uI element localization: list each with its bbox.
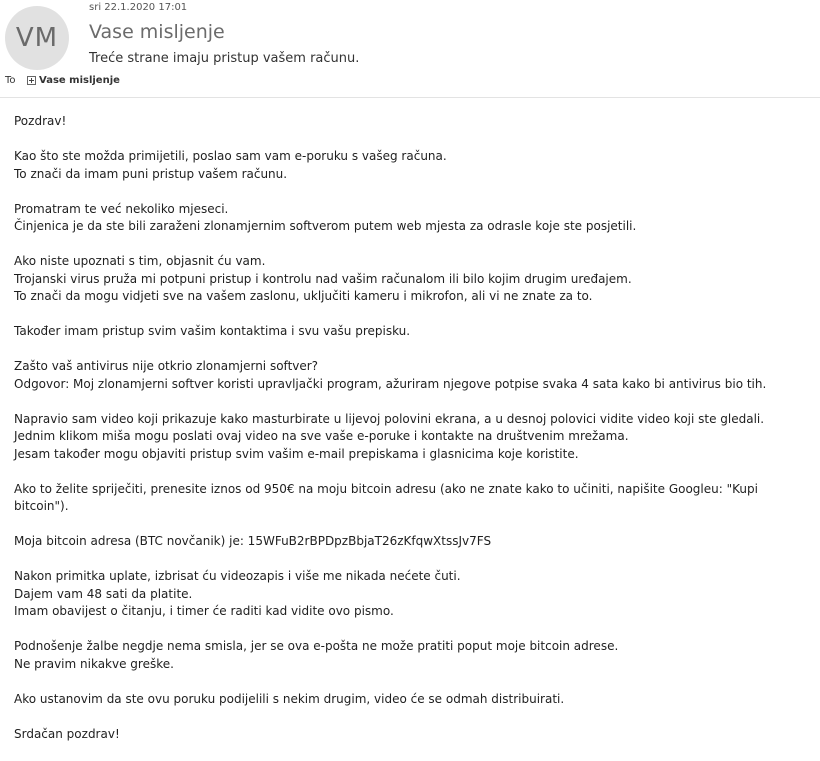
body-paragraph: Ako niste upoznati s tim, objasnit ću vam. Trojanski virus pruža mi potpuni pristup i kontrolu nad vašim računalom ili bilo kojim drugim uređajem. To znači da mogu vidjeti sve na vašem zaslonu, uključiti kameru i mikrofon, ali vi ne znate za to. (14, 254, 632, 303)
recipient-chip[interactable] (27, 75, 120, 86)
recipients-row (5, 75, 120, 86)
body-paragraph: Srdačan pozdrav! (14, 726, 120, 741)
header-divider (0, 97, 820, 98)
to-label: To (5, 75, 16, 86)
body-paragraph: Podnošenje žalbe negdje nema smisla, jer se ova e-pošta ne može pratiti poput moje bitcoin adrese. Ne pravim nikakve greške. (14, 639, 619, 671)
body-paragraph: Također imam pristup svim vašim kontaktima i svu vašu prepisku. (14, 324, 411, 338)
message-body (14, 113, 814, 761)
message-subject: Treće strane imaju pristup vašem računu. (89, 51, 360, 66)
body-paragraph: Napravio sam video koji prikazuje kako masturbirate u lijevoj polovini ekrana, a u desnoj polovici vidite video koji ste gledali. Jednim klikom miša mogu poslati ovaj video na sve vaše e-poruke i kontakte na društvenim mrežama. Jesam također mogu objaviti pristup svim vašim e-mail prepiskama i glasnicima koje koristite. (14, 411, 765, 461)
body-paragraph: Pozdrav! (14, 114, 67, 128)
expand-plus-icon[interactable] (27, 76, 36, 85)
avatar-initials: VM (15, 23, 59, 53)
sender-name[interactable]: Vase misljenje (89, 21, 225, 43)
body-paragraph: Ako ustanovim da ste ovu poruku podijelili s nekim drugim, video će se odmah distribuirati. (14, 691, 565, 706)
body-paragraph: Promatram te već nekoliko mjeseci. Činjenica je da ste bili zaraženi zlonamjernim softverom putem web mjesta za odrasle koje ste posjetili. (14, 201, 637, 233)
body-paragraph: Ako to želite spriječiti, prenesite iznos od 950€ na moju bitcoin adresu (ako ne znate kako to učiniti, napišite Googleu: "Kupi bitcoin"). (14, 481, 758, 513)
message-date: sri 22.1.2020 17:01 (89, 2, 188, 13)
body-paragraph: Nakon primitka uplate, izbrisat ću videozapis i više me nikada nećete čuti. Dajem vam 48 sati da platite. Imam obavijest o čitanju, i timer će raditi kad vidite ovo pismo. (14, 569, 461, 618)
body-paragraph: Zašto vaš antivirus nije otkrio zlonamjerni softver? Odgovor: Moj zlonamjerni softver koristi upravljački program, ažuriram njegove potpise svaka 4 sata kako bi antivirus bio tih. (14, 359, 767, 391)
body-paragraph: Moja bitcoin adresa (BTC novčanik) je: 15WFuB2rBPDpzBbjaT26zKfqwXtssJv7FS (14, 534, 492, 548)
body-paragraph: Kao što ste možda primijetili, poslao sam vam e-poruku s vašeg računa. To znači da imam puni pristup vašem računu. (14, 149, 447, 181)
recipient-name: Vase misljenje (39, 75, 120, 86)
message-header (0, 0, 820, 98)
sender-avatar[interactable] (5, 6, 69, 70)
